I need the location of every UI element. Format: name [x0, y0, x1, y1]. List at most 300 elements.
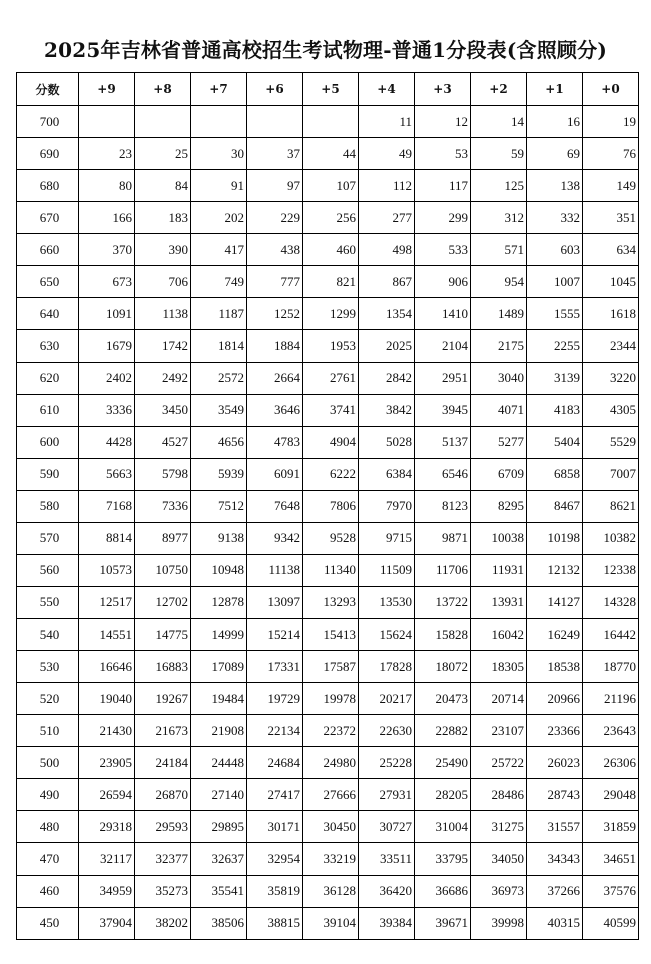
count-cell: 27140: [191, 779, 247, 811]
count-cell: 16883: [135, 651, 191, 683]
count-cell: 28486: [471, 779, 527, 811]
count-cell: 603: [527, 234, 583, 266]
count-cell: 23366: [527, 715, 583, 747]
count-cell: 138: [527, 170, 583, 202]
count-cell: 8123: [415, 490, 471, 522]
score-cell: 540: [17, 619, 79, 651]
count-cell: 1679: [79, 330, 135, 362]
count-cell: 11: [359, 106, 415, 138]
table-row: [17, 811, 639, 843]
table-row: [17, 266, 639, 298]
count-cell: 5028: [359, 426, 415, 458]
count-cell: 17331: [247, 651, 303, 683]
count-cell: 1489: [471, 298, 527, 330]
count-cell: 19729: [247, 683, 303, 715]
count-cell: 29895: [191, 811, 247, 843]
table-row: [17, 170, 639, 202]
count-cell: 97: [247, 170, 303, 202]
count-cell: 5137: [415, 426, 471, 458]
count-cell: 33219: [303, 843, 359, 875]
count-cell: 10573: [79, 554, 135, 586]
score-cell: 680: [17, 170, 79, 202]
score-cell: 530: [17, 651, 79, 683]
score-cell: 510: [17, 715, 79, 747]
table-row: [17, 715, 639, 747]
count-cell: 8814: [79, 522, 135, 554]
count-cell: 29318: [79, 811, 135, 843]
table-row: [17, 330, 639, 362]
count-cell: 22134: [247, 715, 303, 747]
count-cell: 11340: [303, 554, 359, 586]
table-row: [17, 234, 639, 266]
count-cell: 15828: [415, 619, 471, 651]
count-cell: 1742: [135, 330, 191, 362]
count-cell: 26594: [79, 779, 135, 811]
count-cell: 2664: [247, 362, 303, 394]
score-cell: 660: [17, 234, 79, 266]
count-cell: 417: [191, 234, 247, 266]
score-cell: 650: [17, 266, 79, 298]
count-cell: 256: [303, 202, 359, 234]
count-cell: 8621: [583, 490, 639, 522]
count-cell: 7168: [79, 490, 135, 522]
count-cell: 149: [583, 170, 639, 202]
column-header: +1: [527, 73, 583, 106]
score-cell: 450: [17, 907, 79, 939]
count-cell: 80: [79, 170, 135, 202]
count-cell: 29593: [135, 811, 191, 843]
count-cell: 30171: [247, 811, 303, 843]
count-cell: 4527: [135, 426, 191, 458]
count-cell: 10948: [191, 554, 247, 586]
count-cell: 36973: [471, 875, 527, 907]
count-cell: 6709: [471, 458, 527, 490]
count-cell: 8467: [527, 490, 583, 522]
count-cell: 4656: [191, 426, 247, 458]
count-cell: 3450: [135, 394, 191, 426]
count-cell: 21196: [583, 683, 639, 715]
score-cell: 640: [17, 298, 79, 330]
count-cell: 6222: [303, 458, 359, 490]
count-cell: 27417: [247, 779, 303, 811]
count-cell: 91: [191, 170, 247, 202]
count-cell: 332: [527, 202, 583, 234]
table-row: [17, 586, 639, 618]
table-row: [17, 843, 639, 875]
count-cell: 3336: [79, 394, 135, 426]
count-cell: 7512: [191, 490, 247, 522]
count-cell: 20966: [527, 683, 583, 715]
score-cell: 670: [17, 202, 79, 234]
table-row: [17, 522, 639, 554]
count-cell: 1618: [583, 298, 639, 330]
table-row: [17, 907, 639, 939]
count-cell: 13722: [415, 586, 471, 618]
count-cell: 23107: [471, 715, 527, 747]
count-cell: 29048: [583, 779, 639, 811]
column-header: +4: [359, 73, 415, 106]
count-cell: 39104: [303, 907, 359, 939]
score-cell: 500: [17, 747, 79, 779]
count-cell: 4428: [79, 426, 135, 458]
count-cell: 25: [135, 138, 191, 170]
count-cell: 14551: [79, 619, 135, 651]
column-header: +8: [135, 73, 191, 106]
count-cell: 34959: [79, 875, 135, 907]
count-cell: 69: [527, 138, 583, 170]
count-cell: 2344: [583, 330, 639, 362]
count-cell: 13530: [359, 586, 415, 618]
table-row: [17, 426, 639, 458]
page-title: 2025年吉林省普通高校招生考试物理-普通1分段表(含照顾分): [43, 38, 607, 62]
count-cell: 18538: [527, 651, 583, 683]
count-cell: 867: [359, 266, 415, 298]
table-row: [17, 554, 639, 586]
count-cell: 5939: [191, 458, 247, 490]
count-cell: 11138: [247, 554, 303, 586]
count-cell: 18770: [583, 651, 639, 683]
count-cell: 9715: [359, 522, 415, 554]
count-cell: 10382: [583, 522, 639, 554]
column-header: +6: [247, 73, 303, 106]
count-cell: 27931: [359, 779, 415, 811]
score-cell: 620: [17, 362, 79, 394]
count-cell: 9342: [247, 522, 303, 554]
count-cell: 12702: [135, 586, 191, 618]
score-cell: 600: [17, 426, 79, 458]
count-cell: 36686: [415, 875, 471, 907]
count-cell: 16042: [471, 619, 527, 651]
count-cell: 22882: [415, 715, 471, 747]
count-cell: 17587: [303, 651, 359, 683]
count-cell: 15624: [359, 619, 415, 651]
score-cell: 690: [17, 138, 79, 170]
column-header: +7: [191, 73, 247, 106]
score-cell: 490: [17, 779, 79, 811]
count-cell: 28205: [415, 779, 471, 811]
count-cell: 12: [415, 106, 471, 138]
count-cell: 13931: [471, 586, 527, 618]
column-header: 分数: [17, 73, 79, 106]
count-cell: 44: [303, 138, 359, 170]
count-cell: 16442: [583, 619, 639, 651]
count-cell: 571: [471, 234, 527, 266]
count-cell: 7806: [303, 490, 359, 522]
count-cell: 6384: [359, 458, 415, 490]
count-cell: 23: [79, 138, 135, 170]
count-cell: 9528: [303, 522, 359, 554]
score-cell: 700: [17, 106, 79, 138]
count-cell: 3220: [583, 362, 639, 394]
count-cell: 7336: [135, 490, 191, 522]
count-cell: 30: [191, 138, 247, 170]
count-cell: 39671: [415, 907, 471, 939]
count-cell: 20217: [359, 683, 415, 715]
count-cell: 32954: [247, 843, 303, 875]
count-cell: 38202: [135, 907, 191, 939]
count-cell: 24980: [303, 747, 359, 779]
count-cell: 821: [303, 266, 359, 298]
count-cell: 31004: [415, 811, 471, 843]
table-body: [17, 106, 639, 940]
count-cell: 39998: [471, 907, 527, 939]
count-cell: 370: [79, 234, 135, 266]
count-cell: 13097: [247, 586, 303, 618]
count-cell: 25228: [359, 747, 415, 779]
count-cell: 312: [471, 202, 527, 234]
count-cell: 706: [135, 266, 191, 298]
count-cell: 12338: [583, 554, 639, 586]
count-cell: 37904: [79, 907, 135, 939]
count-cell: 5798: [135, 458, 191, 490]
table-row: [17, 490, 639, 522]
count-cell: 17089: [191, 651, 247, 683]
count-cell: 183: [135, 202, 191, 234]
table-row: [17, 298, 639, 330]
count-cell: 5404: [527, 426, 583, 458]
count-cell: 954: [471, 266, 527, 298]
count-cell: 21430: [79, 715, 135, 747]
table-row: [17, 747, 639, 779]
count-cell: 2255: [527, 330, 583, 362]
count-cell: 14775: [135, 619, 191, 651]
count-cell: 12132: [527, 554, 583, 586]
count-cell: 1045: [583, 266, 639, 298]
count-cell: 229: [247, 202, 303, 234]
count-cell: 37266: [527, 875, 583, 907]
count-cell: 18305: [471, 651, 527, 683]
score-cell: 470: [17, 843, 79, 875]
count-cell: 107: [303, 170, 359, 202]
count-cell: 3549: [191, 394, 247, 426]
count-cell: 37: [247, 138, 303, 170]
table-row: [17, 202, 639, 234]
count-cell: 16249: [527, 619, 583, 651]
count-cell: [303, 106, 359, 138]
column-header: +0: [583, 73, 639, 106]
count-cell: [79, 106, 135, 138]
count-cell: 2175: [471, 330, 527, 362]
count-cell: 24448: [191, 747, 247, 779]
count-cell: 35541: [191, 875, 247, 907]
count-cell: 14127: [527, 586, 583, 618]
count-cell: 30727: [359, 811, 415, 843]
count-cell: 3040: [471, 362, 527, 394]
count-cell: 438: [247, 234, 303, 266]
count-cell: 15413: [303, 619, 359, 651]
count-cell: 31557: [527, 811, 583, 843]
table-row: [17, 619, 639, 651]
count-cell: 26306: [583, 747, 639, 779]
table-row: [17, 106, 639, 138]
count-cell: 10038: [471, 522, 527, 554]
count-cell: 12878: [191, 586, 247, 618]
table-row: [17, 779, 639, 811]
count-cell: 14: [471, 106, 527, 138]
count-cell: 35273: [135, 875, 191, 907]
count-cell: 2951: [415, 362, 471, 394]
count-cell: 15214: [247, 619, 303, 651]
count-cell: 634: [583, 234, 639, 266]
count-cell: 31859: [583, 811, 639, 843]
count-cell: 32117: [79, 843, 135, 875]
count-cell: 4783: [247, 426, 303, 458]
count-cell: 1299: [303, 298, 359, 330]
count-cell: 6858: [527, 458, 583, 490]
count-cell: 24184: [135, 747, 191, 779]
count-cell: 36128: [303, 875, 359, 907]
count-cell: 390: [135, 234, 191, 266]
table-row: [17, 138, 639, 170]
count-cell: 34343: [527, 843, 583, 875]
count-cell: 1138: [135, 298, 191, 330]
score-cell: 590: [17, 458, 79, 490]
count-cell: 53: [415, 138, 471, 170]
count-cell: 2025: [359, 330, 415, 362]
column-header: +2: [471, 73, 527, 106]
count-cell: 3842: [359, 394, 415, 426]
count-cell: 11931: [471, 554, 527, 586]
count-cell: 749: [191, 266, 247, 298]
count-cell: 2104: [415, 330, 471, 362]
count-cell: 24684: [247, 747, 303, 779]
count-cell: 166: [79, 202, 135, 234]
count-cell: 25722: [471, 747, 527, 779]
count-cell: 14328: [583, 586, 639, 618]
count-cell: 14999: [191, 619, 247, 651]
count-cell: 8295: [471, 490, 527, 522]
count-cell: 2842: [359, 362, 415, 394]
count-cell: 533: [415, 234, 471, 266]
count-cell: 777: [247, 266, 303, 298]
count-cell: 1091: [79, 298, 135, 330]
count-cell: 16: [527, 106, 583, 138]
count-cell: 299: [415, 202, 471, 234]
count-cell: 460: [303, 234, 359, 266]
count-cell: 34050: [471, 843, 527, 875]
count-cell: 38506: [191, 907, 247, 939]
count-cell: 19978: [303, 683, 359, 715]
count-cell: 10750: [135, 554, 191, 586]
count-cell: 9138: [191, 522, 247, 554]
table-row: [17, 875, 639, 907]
table-row: [17, 362, 639, 394]
count-cell: 26870: [135, 779, 191, 811]
score-cell: 610: [17, 394, 79, 426]
count-cell: [191, 106, 247, 138]
score-cell: 630: [17, 330, 79, 362]
count-cell: 5529: [583, 426, 639, 458]
count-cell: 1252: [247, 298, 303, 330]
count-cell: 16646: [79, 651, 135, 683]
count-cell: 13293: [303, 586, 359, 618]
count-cell: 34651: [583, 843, 639, 875]
table-row: [17, 394, 639, 426]
count-cell: 2492: [135, 362, 191, 394]
count-cell: 12517: [79, 586, 135, 618]
column-header: +5: [303, 73, 359, 106]
count-cell: 5277: [471, 426, 527, 458]
count-cell: 2402: [79, 362, 135, 394]
count-cell: 32637: [191, 843, 247, 875]
count-cell: 6091: [247, 458, 303, 490]
count-cell: 1007: [527, 266, 583, 298]
table-row: [17, 458, 639, 490]
count-cell: 27666: [303, 779, 359, 811]
count-cell: 498: [359, 234, 415, 266]
count-cell: 32377: [135, 843, 191, 875]
count-cell: 11706: [415, 554, 471, 586]
count-cell: 11509: [359, 554, 415, 586]
count-cell: 20714: [471, 683, 527, 715]
score-cell: 580: [17, 490, 79, 522]
count-cell: 4071: [471, 394, 527, 426]
column-header: +9: [79, 73, 135, 106]
score-cell: 520: [17, 683, 79, 715]
score-cell: 550: [17, 586, 79, 618]
count-cell: [135, 106, 191, 138]
score-cell: 460: [17, 875, 79, 907]
count-cell: 39384: [359, 907, 415, 939]
count-cell: 1187: [191, 298, 247, 330]
count-cell: 19267: [135, 683, 191, 715]
count-cell: 4183: [527, 394, 583, 426]
count-cell: 10198: [527, 522, 583, 554]
score-cell: 560: [17, 554, 79, 586]
count-cell: 38815: [247, 907, 303, 939]
score-cell: 480: [17, 811, 79, 843]
count-cell: 23643: [583, 715, 639, 747]
count-cell: 4305: [583, 394, 639, 426]
count-cell: 17828: [359, 651, 415, 683]
count-cell: 3646: [247, 394, 303, 426]
count-cell: 3741: [303, 394, 359, 426]
count-cell: 2761: [303, 362, 359, 394]
score-cell: 570: [17, 522, 79, 554]
count-cell: 673: [79, 266, 135, 298]
count-cell: 1410: [415, 298, 471, 330]
count-cell: 125: [471, 170, 527, 202]
count-cell: 1884: [247, 330, 303, 362]
count-cell: 906: [415, 266, 471, 298]
count-cell: 6546: [415, 458, 471, 490]
count-cell: 37576: [583, 875, 639, 907]
count-cell: 33795: [415, 843, 471, 875]
table-header-row: [17, 73, 639, 106]
count-cell: 40599: [583, 907, 639, 939]
count-cell: 117: [415, 170, 471, 202]
count-cell: 22630: [359, 715, 415, 747]
score-distribution-table: [16, 72, 639, 940]
table-row: [17, 683, 639, 715]
count-cell: 5663: [79, 458, 135, 490]
count-cell: 9871: [415, 522, 471, 554]
count-cell: 22372: [303, 715, 359, 747]
count-cell: 76: [583, 138, 639, 170]
count-cell: 23905: [79, 747, 135, 779]
count-cell: 21908: [191, 715, 247, 747]
count-cell: 8977: [135, 522, 191, 554]
count-cell: 35819: [247, 875, 303, 907]
count-cell: 1953: [303, 330, 359, 362]
count-cell: 19484: [191, 683, 247, 715]
count-cell: 18072: [415, 651, 471, 683]
count-cell: 28743: [527, 779, 583, 811]
count-cell: 351: [583, 202, 639, 234]
count-cell: [247, 106, 303, 138]
count-cell: 7970: [359, 490, 415, 522]
count-cell: 59: [471, 138, 527, 170]
